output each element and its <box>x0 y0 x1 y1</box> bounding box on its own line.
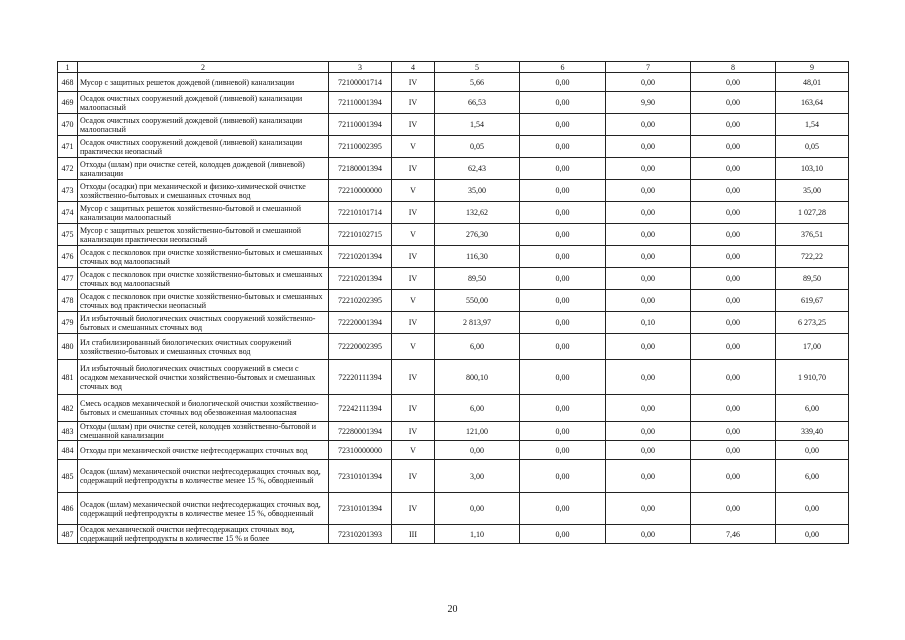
table-row <box>58 268 849 290</box>
row-number: 477 <box>58 268 78 290</box>
table-row <box>58 114 849 136</box>
row-number: 475 <box>58 224 78 246</box>
waste-name: Осадок (шлам) механической очистки нефтесодержащих сточных вод, содержащий нефтепродукты в количестве менее 15 %, обводненный <box>78 493 329 525</box>
value-col7: 0,00 <box>606 136 691 158</box>
row-number: 484 <box>58 441 78 460</box>
value-col5: 6,00 <box>435 334 520 360</box>
value-col9: 6,00 <box>776 395 849 422</box>
value-col5: 1,10 <box>435 525 520 544</box>
fkko-code: 72110002395 <box>329 136 392 158</box>
value-col9: 0,00 <box>776 493 849 525</box>
table-row <box>58 493 849 525</box>
row-number: 473 <box>58 180 78 202</box>
waste-name: Осадок с песколовок при очистке хозяйственно-бытовых и смешанных сточных вод малоопасный <box>78 246 329 268</box>
waste-name: Осадок механической очистки нефтесодержащих сточных вод, содержащий нефтепродукты в количестве 15 % и более <box>78 525 329 544</box>
fkko-code: 72280001394 <box>329 422 392 441</box>
waste-table <box>57 61 849 544</box>
hazard-class: IV <box>392 92 435 114</box>
table-row <box>58 224 849 246</box>
hazard-class: V <box>392 136 435 158</box>
hazard-class: V <box>392 224 435 246</box>
hazard-class: IV <box>392 202 435 224</box>
row-number: 480 <box>58 334 78 360</box>
value-col9: 6,00 <box>776 460 849 493</box>
waste-name: Мусор с защитных решеток дождевой (ливневой) канализации <box>78 73 329 92</box>
value-col5: 550,00 <box>435 290 520 312</box>
value-col7: 0,00 <box>606 246 691 268</box>
value-col6: 0,00 <box>520 460 606 493</box>
waste-name: Мусор с защитных решеток хозяйственно-бытовой и смешанной канализации практически неопасный <box>78 224 329 246</box>
hazard-class: III <box>392 525 435 544</box>
col-header: 5 <box>435 62 520 73</box>
table-row <box>58 525 849 544</box>
value-col7: 0,00 <box>606 422 691 441</box>
fkko-code: 72310201393 <box>329 525 392 544</box>
value-col9: 89,50 <box>776 268 849 290</box>
row-number: 479 <box>58 312 78 334</box>
value-col8: 0,00 <box>691 422 776 441</box>
value-col5: 2 813,97 <box>435 312 520 334</box>
table-row <box>58 73 849 92</box>
hazard-class: IV <box>392 114 435 136</box>
value-col5: 3,00 <box>435 460 520 493</box>
value-col5: 89,50 <box>435 268 520 290</box>
hazard-class: IV <box>392 493 435 525</box>
table-row <box>58 460 849 493</box>
value-col8: 0,00 <box>691 73 776 92</box>
value-col7: 9,90 <box>606 92 691 114</box>
value-col7: 0,00 <box>606 290 691 312</box>
value-col6: 0,00 <box>520 395 606 422</box>
fkko-code: 72220002395 <box>329 334 392 360</box>
fkko-code: 72180001394 <box>329 158 392 180</box>
value-col6: 0,00 <box>520 114 606 136</box>
value-col9: 722,22 <box>776 246 849 268</box>
value-col6: 0,00 <box>520 422 606 441</box>
waste-name: Отходы (шлам) при очистке сетей, колодцев хозяйственно-бытовой и смешанной канализации <box>78 422 329 441</box>
value-col6: 0,00 <box>520 180 606 202</box>
value-col5: 132,62 <box>435 202 520 224</box>
fkko-code: 72100001714 <box>329 73 392 92</box>
fkko-code: 72110001394 <box>329 92 392 114</box>
table-row <box>58 441 849 460</box>
col-header: 2 <box>78 62 329 73</box>
waste-name: Мусор с защитных решеток хозяйственно-бытовой и смешанной канализации малоопасный <box>78 202 329 224</box>
value-col6: 0,00 <box>520 312 606 334</box>
value-col8: 0,00 <box>691 441 776 460</box>
value-col7: 0,00 <box>606 202 691 224</box>
value-col8: 0,00 <box>691 114 776 136</box>
fkko-code: 72210101714 <box>329 202 392 224</box>
hazard-class: V <box>392 334 435 360</box>
table-row <box>58 360 849 395</box>
value-col8: 0,00 <box>691 92 776 114</box>
value-col9: 6 273,25 <box>776 312 849 334</box>
value-col8: 0,00 <box>691 224 776 246</box>
hazard-class: IV <box>392 422 435 441</box>
value-col9: 103,10 <box>776 158 849 180</box>
value-col6: 0,00 <box>520 246 606 268</box>
row-number: 482 <box>58 395 78 422</box>
value-col5: 121,00 <box>435 422 520 441</box>
value-col6: 0,00 <box>520 73 606 92</box>
col-header: 6 <box>520 62 606 73</box>
value-col5: 6,00 <box>435 395 520 422</box>
value-col7: 0,10 <box>606 312 691 334</box>
value-col9: 35,00 <box>776 180 849 202</box>
fkko-code: 72210000000 <box>329 180 392 202</box>
value-col5: 35,00 <box>435 180 520 202</box>
value-col9: 17,00 <box>776 334 849 360</box>
hazard-class: V <box>392 441 435 460</box>
value-col7: 0,00 <box>606 224 691 246</box>
waste-name: Ил избыточный биологических очистных сооружений хозяйственно-бытовых и смешанных сточных вод <box>78 312 329 334</box>
col-header: 3 <box>329 62 392 73</box>
table-row <box>58 422 849 441</box>
waste-name: Ил избыточный биологических очистных сооружений в смеси с осадком механической очистки хозяйственно-бытовых и смешанных сточных вод <box>78 360 329 395</box>
value-col5: 0,00 <box>435 441 520 460</box>
row-number: 470 <box>58 114 78 136</box>
fkko-code: 72310101394 <box>329 493 392 525</box>
row-number: 468 <box>58 73 78 92</box>
row-number: 478 <box>58 290 78 312</box>
table-row <box>58 334 849 360</box>
value-col8: 0,00 <box>691 202 776 224</box>
value-col8: 0,00 <box>691 246 776 268</box>
value-col8: 0,00 <box>691 158 776 180</box>
value-col5: 66,53 <box>435 92 520 114</box>
value-col8: 0,00 <box>691 395 776 422</box>
value-col7: 0,00 <box>606 114 691 136</box>
value-col7: 0,00 <box>606 73 691 92</box>
value-col6: 0,00 <box>520 136 606 158</box>
hazard-class: IV <box>392 312 435 334</box>
hazard-class: IV <box>392 360 435 395</box>
row-number: 469 <box>58 92 78 114</box>
value-col5: 5,66 <box>435 73 520 92</box>
fkko-code: 72210102715 <box>329 224 392 246</box>
value-col8: 0,00 <box>691 136 776 158</box>
fkko-code: 72210201394 <box>329 246 392 268</box>
value-col6: 0,00 <box>520 493 606 525</box>
table-row <box>58 312 849 334</box>
row-number: 476 <box>58 246 78 268</box>
value-col6: 0,00 <box>520 268 606 290</box>
value-col8: 0,00 <box>691 290 776 312</box>
hazard-class: IV <box>392 246 435 268</box>
table-row <box>58 136 849 158</box>
hazard-class: IV <box>392 460 435 493</box>
value-col5: 0,05 <box>435 136 520 158</box>
value-col6: 0,00 <box>520 158 606 180</box>
table-row <box>58 180 849 202</box>
value-col7: 0,00 <box>606 441 691 460</box>
waste-name: Смесь осадков механической и биологической очистки хозяйственно-бытовых и смешанных сточных вод обезвоженная малоопасная <box>78 395 329 422</box>
value-col6: 0,00 <box>520 525 606 544</box>
hazard-class: IV <box>392 395 435 422</box>
value-col8: 7,46 <box>691 525 776 544</box>
value-col7: 0,00 <box>606 268 691 290</box>
col-header: 9 <box>776 62 849 73</box>
value-col9: 48,01 <box>776 73 849 92</box>
value-col9: 1,54 <box>776 114 849 136</box>
value-col7: 0,00 <box>606 395 691 422</box>
value-col8: 0,00 <box>691 312 776 334</box>
value-col9: 619,67 <box>776 290 849 312</box>
value-col9: 1 027,28 <box>776 202 849 224</box>
col-header: 8 <box>691 62 776 73</box>
value-col5: 1,54 <box>435 114 520 136</box>
value-col7: 0,00 <box>606 460 691 493</box>
value-col8: 0,00 <box>691 268 776 290</box>
row-number: 472 <box>58 158 78 180</box>
value-col9: 0,05 <box>776 136 849 158</box>
waste-name: Осадок очистных сооружений дождевой (ливневой) канализации малоопасный <box>78 92 329 114</box>
value-col5: 116,30 <box>435 246 520 268</box>
hazard-class: V <box>392 180 435 202</box>
value-col6: 0,00 <box>520 92 606 114</box>
hazard-class: V <box>392 290 435 312</box>
hazard-class: IV <box>392 268 435 290</box>
value-col7: 0,00 <box>606 493 691 525</box>
table-row <box>58 246 849 268</box>
fkko-code: 72210202395 <box>329 290 392 312</box>
table-row <box>58 92 849 114</box>
value-col7: 0,00 <box>606 525 691 544</box>
page-number: 20 <box>447 604 458 615</box>
waste-name: Осадок с песколовок при очистке хозяйственно-бытовых и смешанных сточных вод практически неопасный <box>78 290 329 312</box>
value-col5: 62,43 <box>435 158 520 180</box>
row-number: 485 <box>58 460 78 493</box>
value-col9: 0,00 <box>776 525 849 544</box>
value-col5: 800,10 <box>435 360 520 395</box>
row-number: 471 <box>58 136 78 158</box>
value-col7: 0,00 <box>606 334 691 360</box>
row-number: 486 <box>58 493 78 525</box>
fkko-code: 72310101394 <box>329 460 392 493</box>
value-col7: 0,00 <box>606 360 691 395</box>
value-col7: 0,00 <box>606 180 691 202</box>
table-body <box>58 73 849 544</box>
table-row <box>58 202 849 224</box>
value-col8: 0,00 <box>691 493 776 525</box>
value-col6: 0,00 <box>520 202 606 224</box>
value-col5: 276,30 <box>435 224 520 246</box>
waste-name: Ил стабилизированный биологических очистных сооружений хозяйственно-бытовых и смешанных сточных вод <box>78 334 329 360</box>
value-col6: 0,00 <box>520 360 606 395</box>
hazard-class: IV <box>392 158 435 180</box>
col-header: 4 <box>392 62 435 73</box>
value-col9: 1 910,70 <box>776 360 849 395</box>
value-col6: 0,00 <box>520 224 606 246</box>
fkko-code: 72210201394 <box>329 268 392 290</box>
waste-name: Отходы (шлам) при очистке сетей, колодцев дождевой (ливневой) канализации <box>78 158 329 180</box>
value-col8: 0,00 <box>691 360 776 395</box>
hazard-class: IV <box>392 73 435 92</box>
table-row <box>58 290 849 312</box>
waste-name: Осадок очистных сооружений дождевой (ливневой) канализации практически неопасный <box>78 136 329 158</box>
value-col7: 0,00 <box>606 158 691 180</box>
table-row <box>58 158 849 180</box>
waste-name: Осадок с песколовок при очистке хозяйственно-бытовых и смешанных сточных вод малоопасный <box>78 268 329 290</box>
col-header: 7 <box>606 62 691 73</box>
value-col9: 376,51 <box>776 224 849 246</box>
value-col8: 0,00 <box>691 180 776 202</box>
row-number: 481 <box>58 360 78 395</box>
value-col9: 0,00 <box>776 441 849 460</box>
fkko-code: 72110001394 <box>329 114 392 136</box>
fkko-code: 72220111394 <box>329 360 392 395</box>
col-header: 1 <box>58 62 78 73</box>
waste-name: Отходы (осадки) при механической и физико-химической очистке хозяйственно-бытовых и смешанных сточных вод <box>78 180 329 202</box>
value-col9: 339,40 <box>776 422 849 441</box>
table-row <box>58 395 849 422</box>
row-number: 483 <box>58 422 78 441</box>
row-number: 474 <box>58 202 78 224</box>
fkko-code: 72310000000 <box>329 441 392 460</box>
header-row <box>58 62 849 73</box>
value-col6: 0,00 <box>520 441 606 460</box>
value-col9: 163,64 <box>776 92 849 114</box>
fkko-code: 72220001394 <box>329 312 392 334</box>
value-col8: 0,00 <box>691 460 776 493</box>
value-col8: 0,00 <box>691 334 776 360</box>
fkko-code: 72242111394 <box>329 395 392 422</box>
waste-name: Осадок очистных сооружений дождевой (ливневой) канализации малоопасный <box>78 114 329 136</box>
row-number: 487 <box>58 525 78 544</box>
waste-name: Отходы при механической очистке нефтесодержащих сточных вод <box>78 441 329 460</box>
value-col6: 0,00 <box>520 334 606 360</box>
value-col6: 0,00 <box>520 290 606 312</box>
value-col5: 0,00 <box>435 493 520 525</box>
waste-name: Осадок (шлам) механической очистки нефтесодержащих сточных вод, содержащий нефтепродукты в количестве менее 15 %, обводненный <box>78 460 329 493</box>
